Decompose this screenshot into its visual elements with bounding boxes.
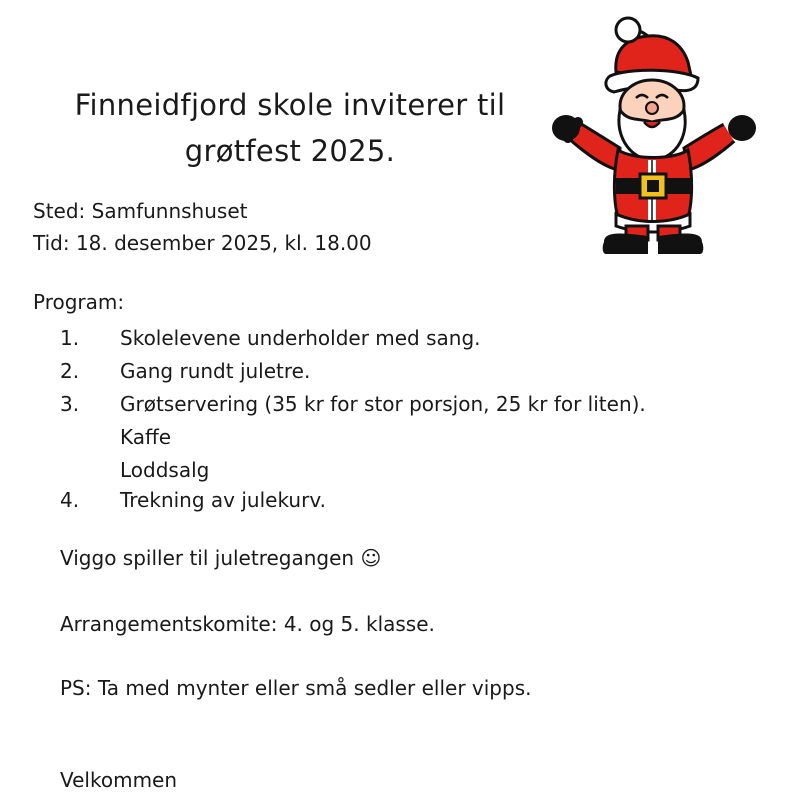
welcome-text: Velkommen: [60, 768, 178, 792]
committee-note: Arrangementskomite: 4. og 5. klasse.: [60, 612, 435, 636]
time-line: Tid: 18. desember 2025, kl. 18.00: [33, 231, 372, 255]
list-item-text: Grøtservering (35 kr for stor porsjon, 25 kr for liten).: [120, 392, 646, 416]
list-item-text: Trekning av julekurv.: [120, 488, 326, 512]
program-label: Program:: [33, 290, 125, 314]
ps-note: PS: Ta med mynter eller små sedler eller vipps.: [60, 676, 532, 700]
list-item-text: Gang rundt juletre.: [120, 359, 311, 383]
list-item-number: 3.: [60, 392, 80, 416]
list-item-number: 1.: [60, 326, 80, 350]
viggo-note: Viggo spiller til juletregangen ☺: [60, 546, 382, 570]
invitation-title: [40, 82, 540, 174]
list-item-number: 2.: [60, 359, 80, 383]
list-item-text: Kaffe: [120, 425, 172, 449]
santa-claus-icon: [548, 10, 768, 260]
list-item-text: Skolelevene underholder med sang.: [120, 326, 481, 350]
list-item-number: 4.: [60, 488, 80, 512]
location-line: Sted: Samfunnshuset: [33, 199, 248, 223]
title-line-1: Finneidfjord skole inviterer til: [74, 88, 506, 122]
title-line-2: grøtfest 2025.: [184, 134, 396, 168]
list-item-text: Loddsalg: [120, 458, 210, 482]
